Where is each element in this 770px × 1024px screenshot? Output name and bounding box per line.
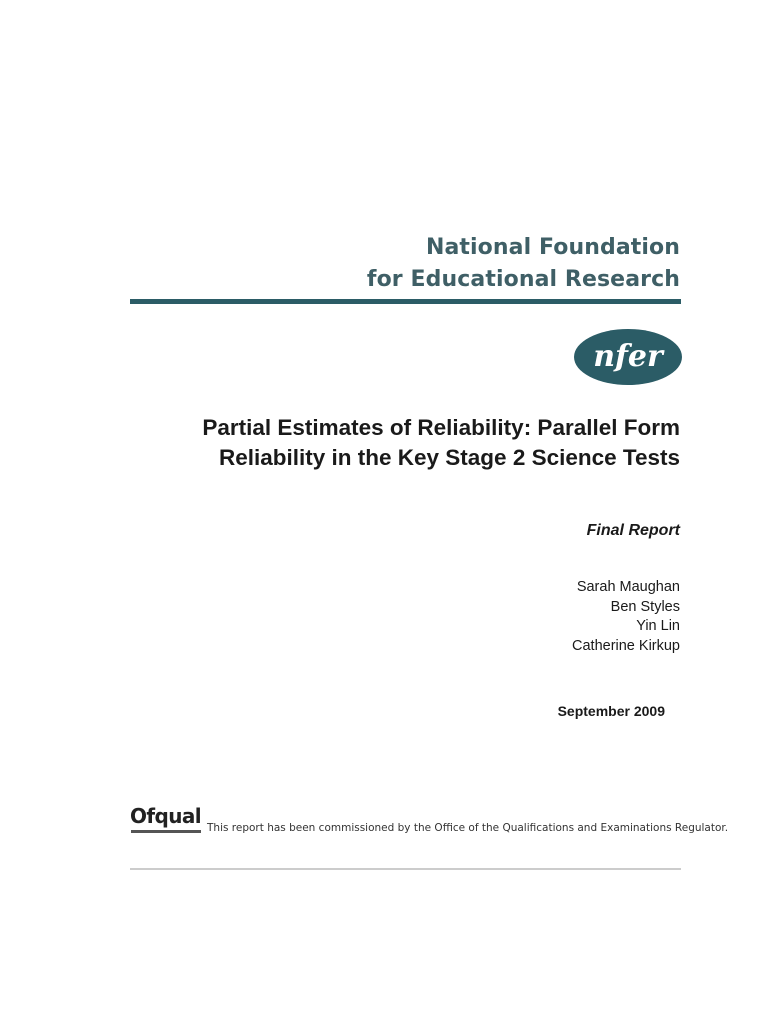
author-name: Ben Styles <box>610 598 680 615</box>
report-title <box>80 413 680 473</box>
author-list <box>572 578 680 656</box>
organisation-name-line2: for Educational Research <box>366 267 680 292</box>
ofqual-logo-text: Ofqual <box>130 804 202 828</box>
author-name: Sarah Maughan <box>576 579 680 595</box>
report-title-line1: Partial Estimates of Reliability: Parallel Form <box>202 415 680 440</box>
organisation-name <box>367 232 680 296</box>
footer-divider <box>130 868 681 870</box>
organisation-name-line1: National Foundation <box>425 235 680 260</box>
header-divider <box>130 299 681 304</box>
report-title-line2: Reliability in the Key Stage 2 Science Tests <box>218 445 680 470</box>
ofqual-logo-bar <box>131 830 201 833</box>
nfer-logo-text: nfer <box>593 339 663 374</box>
author-name: Yin Lin <box>636 618 680 634</box>
ofqual-logo <box>130 805 208 835</box>
author-name: Catherine Kirkup <box>572 637 680 654</box>
report-subtitle: Final Report <box>586 522 680 539</box>
nfer-logo <box>573 328 683 386</box>
report-date: September 2009 <box>557 703 665 719</box>
commission-statement: This report has been commissioned by the Office of the Qualifications and Examinations Regulator. <box>207 822 729 834</box>
